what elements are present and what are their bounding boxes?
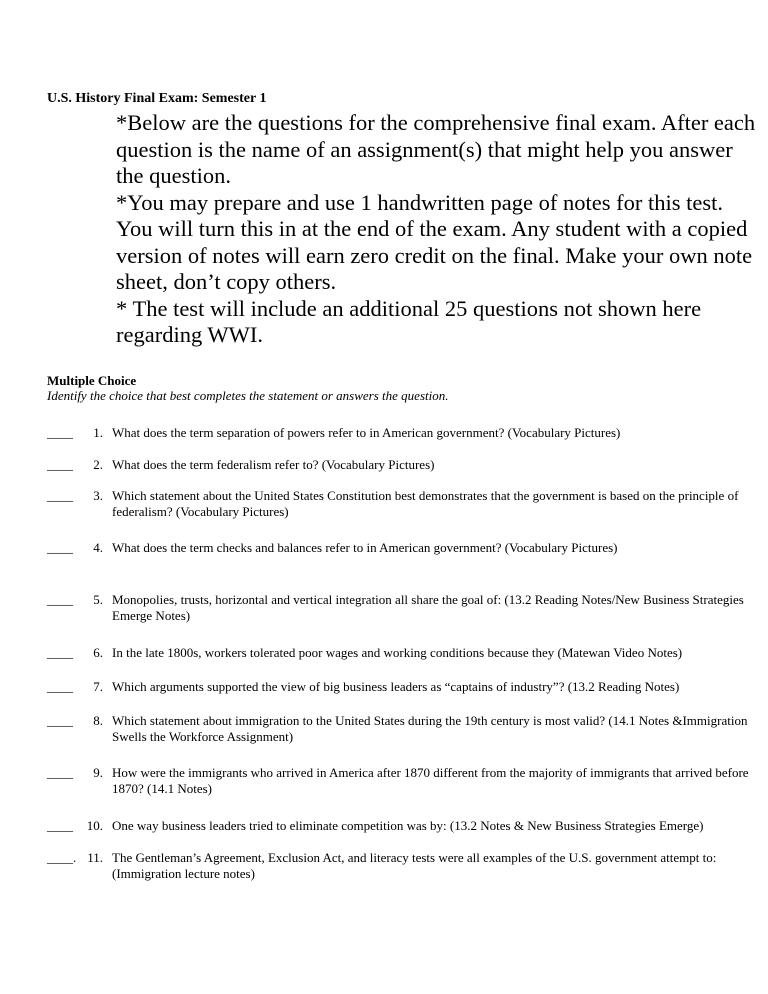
- question-text: Which arguments supported the view of big business leaders as “captains of industry”? (13.2 Reading Notes): [112, 679, 680, 694]
- question-number: 11.: [87, 850, 103, 865]
- exam-title: U.S. History Final Exam: Semester 1: [47, 91, 267, 106]
- question-number: 2.: [93, 457, 103, 472]
- question-number: 3.: [93, 488, 103, 503]
- intro-paragraph: *Below are the questions for the comprehensive final exam. After each question is the name of an assignment(s) that might help you answer the question.: [116, 110, 756, 188]
- section-heading: Multiple Choice: [47, 373, 137, 388]
- answer-blank: ____: [47, 713, 73, 728]
- question-number: 9.: [93, 765, 103, 780]
- answer-blank: ____: [47, 457, 73, 472]
- section-instruction: Identify the choice that best completes the statement or answers the question.: [47, 388, 449, 403]
- question-number: 7.: [93, 679, 103, 694]
- question-text: Which statement about the United States Constitution best demonstrates that the government is based on the principle of federalism? (Vocabulary Pictures): [112, 488, 739, 519]
- question-text: Which statement about immigration to the United States during the 19th century is most valid? (14.1 Notes &Immigration Swells the Workforce Assignment): [112, 713, 748, 744]
- answer-blank: ____: [47, 425, 73, 440]
- question-text: Monopolies, trusts, horizontal and vertical integration all share the goal of: (13.2 Reading Notes/New Business Strategies Emerge Notes): [112, 592, 744, 623]
- intro-paragraph: * The test will include an additional 25 questions not shown here regarding WWI.: [116, 295, 702, 347]
- question-text: What does the term separation of powers refer to in American government? (Vocabulary Pictures): [112, 425, 621, 440]
- answer-blank: ____: [47, 818, 73, 833]
- question-number: 10.: [86, 818, 103, 833]
- answer-blank: ____: [47, 679, 73, 694]
- question-number: 5.: [93, 592, 103, 607]
- question-text: One way business leaders tried to eliminate competition was by: (13.2 Notes & New Business Strategies Emerge): [112, 818, 704, 833]
- answer-blank: ____: [47, 488, 73, 503]
- question-text: What does the term federalism refer to? (Vocabulary Pictures): [112, 457, 435, 472]
- intro-paragraph: *You may prepare and use 1 handwritten page of notes for this test. You will turn this in at the end of the exam. Any student with a copied version of notes will earn zero credit on the final. Make your own note sheet, don’t copy others.: [116, 189, 753, 294]
- answer-blank: ____: [47, 645, 73, 660]
- question-text: The Gentleman’s Agreement, Exclusion Act, and literacy tests were all examples of the U.S. government attempt to: (Immigration lecture notes): [112, 850, 717, 881]
- question-text: What does the term checks and balances refer to in American government? (Vocabulary Pictures): [112, 540, 618, 555]
- intro-instructions: [116, 110, 756, 349]
- answer-blank: ____: [47, 765, 73, 780]
- question-text: In the late 1800s, workers tolerated poor wages and working conditions because they (Matewan Video Notes): [112, 645, 683, 660]
- question-text: How were the immigrants who arrived in America after 1870 different from the majority of immigrants that arrived before 1870? (14.1 Notes): [112, 765, 749, 796]
- question-number: 8.: [93, 713, 103, 728]
- answer-blank: ____.: [47, 850, 77, 865]
- answer-blank: ____: [47, 540, 73, 555]
- question-number: 1.: [93, 425, 103, 440]
- question-number: 4.: [93, 540, 103, 555]
- answer-blank: ____: [47, 592, 73, 607]
- question-number: 6.: [93, 645, 103, 660]
